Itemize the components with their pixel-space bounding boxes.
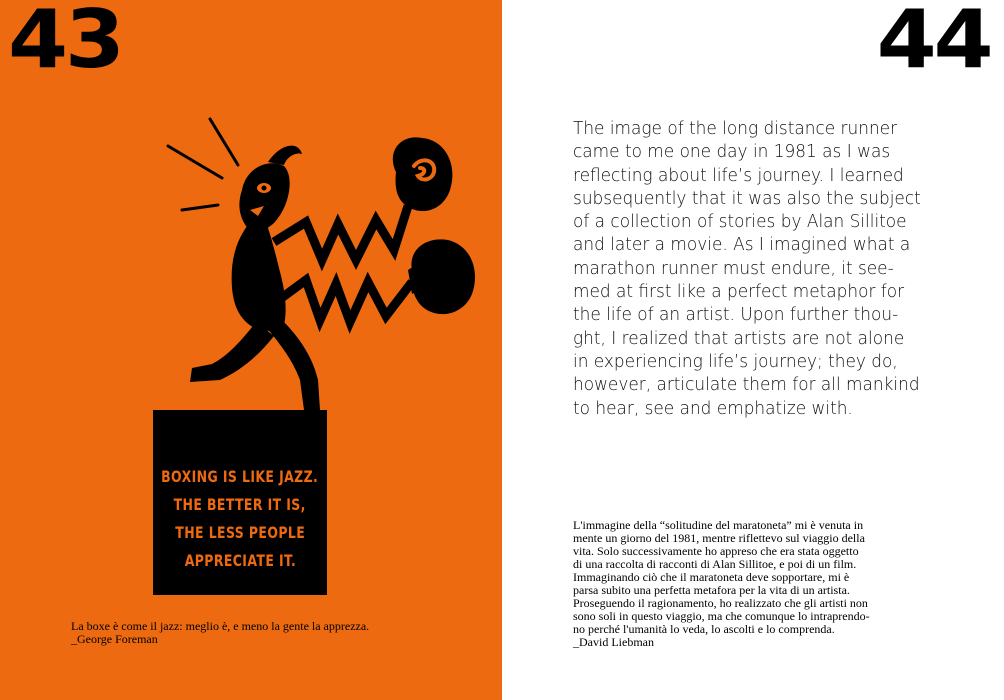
- translation-line: di una raccolta di racconti di Alan Sillitoe, e poi di un film.: [573, 557, 857, 571]
- essay-line: The image of the long distance runner: [573, 118, 898, 139]
- essay-line: and later a movie. As I imagined what a: [573, 234, 911, 256]
- boxer-illustration-icon: [150, 110, 480, 460]
- essay-line: came to me one day in 1981 as I was: [573, 141, 891, 163]
- translation-attribution: _David Liebman: [573, 635, 654, 649]
- quote-line: APPRECIATE IT.: [184, 550, 296, 570]
- essay-line: the life of an artist. Upon further thou-: [573, 304, 899, 326]
- italian-translation: [573, 519, 973, 649]
- essay-line: reflecting about life’s journey. I learned: [573, 164, 904, 186]
- translation-line: mente un giorno del 1981, mentre riflettevo sul viaggio della: [573, 531, 865, 545]
- translation-line: Proseguendo il ragionamento, ho realizzato che gli artisti non: [573, 596, 868, 610]
- quote-line: BOXING IS LIKE JAZZ.: [161, 466, 319, 486]
- essay-line: in experiencing life’s journey; they do,: [573, 350, 898, 372]
- translation-line: parsa subito una perfetta metafora per la vita di un artista.: [573, 583, 850, 597]
- essay-line: of a collection of stories by Alan Sillitoe: [573, 211, 907, 233]
- essay-line: ght, I realized that artists are not alone: [573, 327, 905, 349]
- translation-line: L'immagine della “solitudine del maratoneta” mi è venuta in: [573, 518, 864, 532]
- quote-caption: [71, 620, 491, 646]
- page-number-left: 43: [8, 0, 122, 86]
- page-number-right: 44: [876, 0, 990, 86]
- essay-line: however, articulate them for all mankind: [573, 374, 920, 396]
- quote-box: [153, 442, 327, 595]
- essay-line: med at first like a perfect metaphor for: [573, 281, 905, 303]
- translation-line: sono soli in questo viaggio, ma che comunque lo intraprendo-: [573, 609, 870, 623]
- essay-line: subsequently that it was also the subject: [573, 187, 921, 209]
- translation-line: Immaginando ciò che il maratoneta deve sopportare, mi è: [573, 570, 850, 584]
- translation-line: no perché l'umanità lo veda, lo ascolti e lo comprenda.: [573, 622, 835, 636]
- essay-text: [573, 117, 953, 420]
- caption-line: La boxe è come il jazz: meglio è, e meno la gente la apprezza.: [71, 619, 370, 633]
- caption-attribution: _George Foreman: [71, 632, 158, 646]
- translation-line: vita. Solo successivamente ho appreso che era stata oggetto: [573, 544, 859, 558]
- quote-line: THE BETTER IT IS,: [173, 494, 307, 514]
- essay-line: marathon runner must endure, it see-: [573, 257, 894, 279]
- quote-line: THE LESS PEOPLE: [175, 522, 305, 542]
- essay-line: to hear, see and emphatize with.: [573, 397, 853, 419]
